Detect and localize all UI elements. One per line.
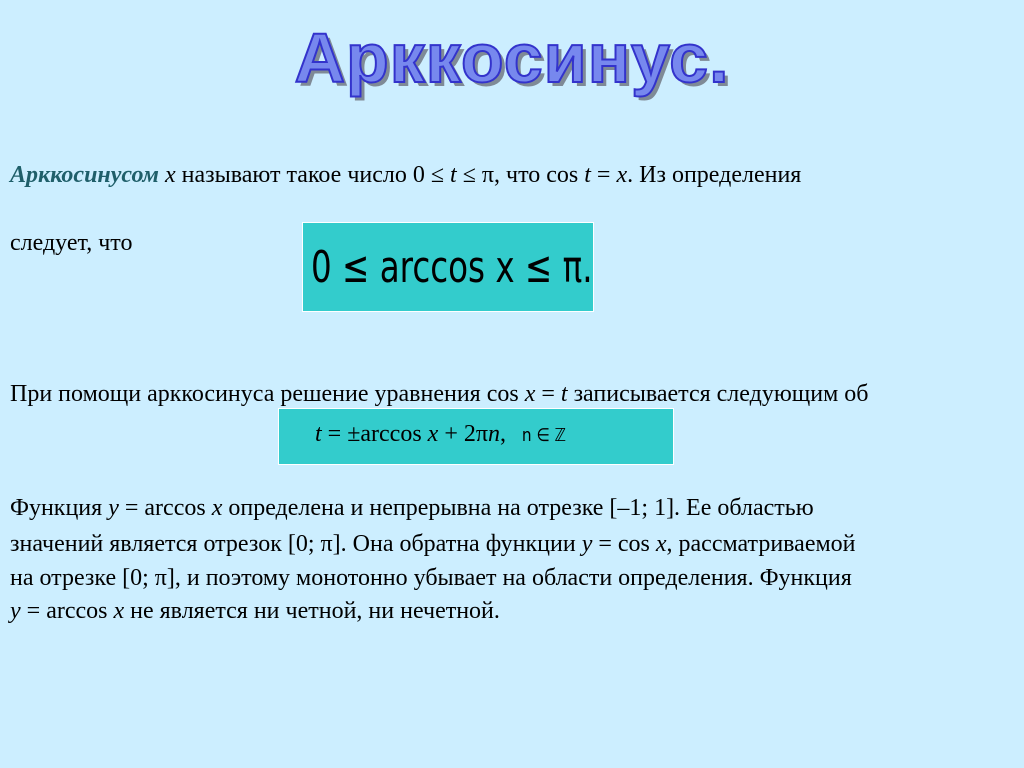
paragraph-text: Функция: [10, 495, 109, 521]
paragraph-text: определена и непрерывна на отрезке [–1; 1]. Ее областью: [222, 495, 814, 521]
definition-term: Арккосинусом: [10, 162, 159, 188]
follows-text: следует, что: [10, 230, 133, 256]
var-x: x: [164, 162, 176, 188]
var-n: n: [487, 421, 500, 447]
solution-text-b: =: [535, 381, 561, 407]
paragraph-line-4: [10, 596, 500, 626]
var-x: x: [524, 381, 536, 407]
var-t: t: [560, 381, 568, 407]
var-x: x: [427, 421, 439, 447]
formula-text-a: = ±arccos: [321, 421, 428, 447]
paragraph-text: не является ни четной, ни нечетной.: [124, 598, 500, 624]
var-t: t: [584, 162, 591, 188]
definition-text-d: . Из определения: [627, 162, 802, 188]
definition-text-b: ≤ π, что cos: [456, 162, 585, 188]
solution-text-c: записывается следующим об: [567, 381, 869, 407]
var-y: y: [581, 531, 593, 557]
solution-formula: [315, 419, 570, 451]
var-y: y: [10, 598, 21, 624]
paragraph-text: = arccos: [20, 598, 114, 624]
formula-text-c: ,: [499, 421, 506, 447]
paragraph-text: значений является отрезок [0; π]. Она обратна функции: [10, 531, 582, 557]
solution-formula-box: [278, 408, 674, 465]
paragraph-line-3: на отрезке [0; π], и поэтому монотонно убывает на области определения. Функция: [10, 565, 852, 591]
arccos-range-formula-box: [302, 222, 594, 312]
paragraph-line-2: [10, 529, 856, 559]
formula-text-b: + 2π: [438, 421, 488, 447]
arccos-range-formula: 0 ≤ arccos x ≤ π.: [311, 242, 593, 293]
paragraph-text: = cos: [592, 531, 656, 557]
definition-line: [10, 160, 801, 190]
definition-text-a: называют такое число 0 ≤: [175, 162, 451, 188]
slide-title: Арккосинус.: [294, 19, 730, 97]
var-t: t: [450, 162, 457, 188]
solution-text-a: При помощи арккосинуса решение уравнения cos: [10, 381, 525, 407]
var-x: x: [616, 162, 628, 188]
solution-line: [10, 379, 868, 409]
var-x: x: [655, 531, 667, 557]
var-t: t: [315, 421, 322, 447]
var-y: y: [108, 495, 119, 521]
paragraph-text: = arccos: [118, 495, 212, 521]
definition-text-c: =: [590, 162, 617, 188]
var-x: x: [211, 495, 223, 521]
var-x: x: [113, 598, 125, 624]
paragraph-line-1: [10, 493, 814, 523]
paragraph-text: , рассматриваемой: [666, 531, 856, 557]
integer-set-symbol: n ∈ ℤ: [521, 425, 567, 446]
